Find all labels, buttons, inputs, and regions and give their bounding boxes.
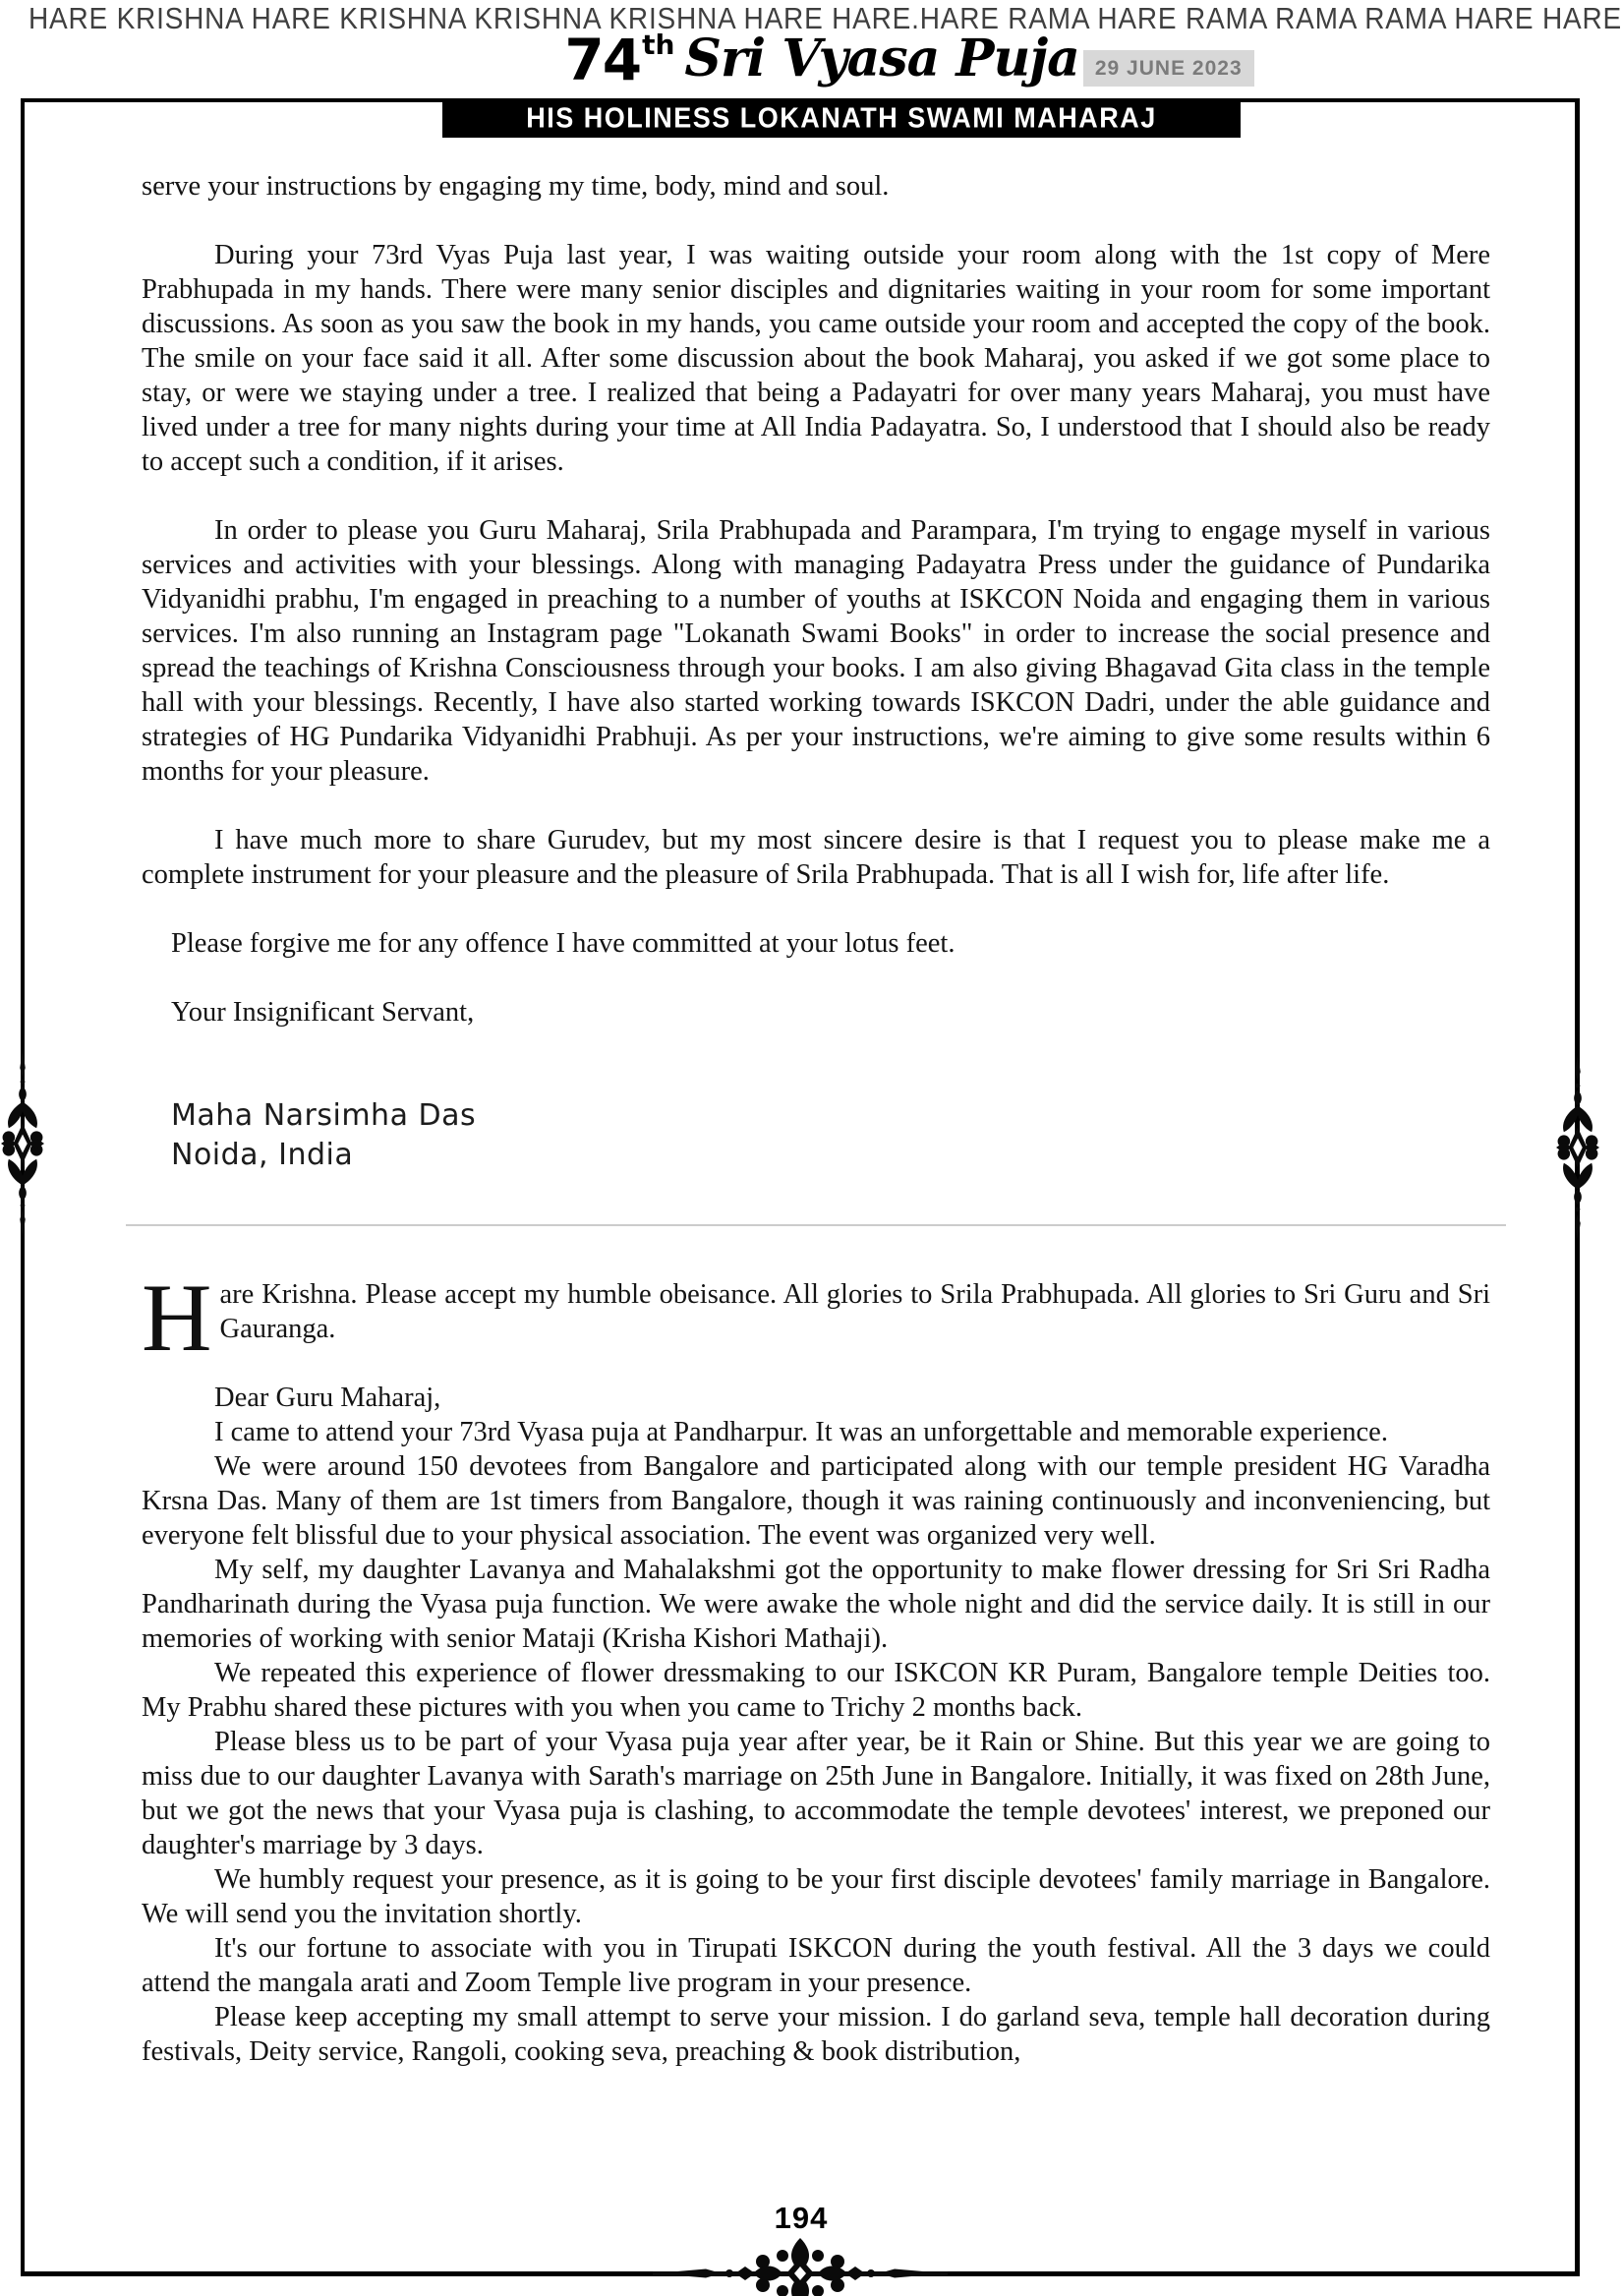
- letter2-opening: [142, 1265, 1490, 1372]
- letter2-paragraph: I came to attend your 73rd Vyasa puja at Pandharpur. It was an unforgettable and memorable experience.: [214, 1417, 1388, 1447]
- drop-cap: H: [142, 1265, 212, 1372]
- right-fleuron-ornament-icon: [1556, 1054, 1599, 1241]
- title-text: Sri Vyasa Puja: [684, 29, 1079, 88]
- letter2-paragraph: We were around 150 devotees from Bangalore and participated along with our temple president HG Varadha Krsna Das. Many of them are 1st timers from Bangalore, though it was raining continuously and inconveniencing, but everyone felt blissful due to your physical association. The event was organized very well.: [142, 1451, 1490, 1551]
- letter2-paragraph: We repeated this experience of flower dressmaking to our ISKCON KR Puram, Bangalore temple Deities too. My Prabhu shared these pictures with you when you came to Trichy 2 months back.: [142, 1658, 1490, 1723]
- title-number: 74: [564, 27, 641, 93]
- letter1-paragraph: In order to please you Guru Maharaj, Srila Prabhupada and Parampara, I'm trying to engage myself in various services and activities with your blessings. Along with managing Padayatra Press under the guidance of Pundarika Vidyanidhi prabhu, I'm engaged in preaching to a number of youths at ISKCON Noida and engaging them in various services. I'm also running an Instagram page "Lokanath Swami Books" in order to increase the social presence and spread the teachings of Krishna Consciousness through your books. I am also giving Bhagavad Gita class in the temple hall with your blessings. Recently, I have also started working towards ISKCON Dadri, under the able guidance and strategies of HG Pundarika Vidyanidhi Prabhuji. As per your instructions, we're aiming to give some results within 6 months for your pleasure.: [142, 515, 1490, 787]
- letter2-paragraph: My self, my daughter Lavanya and Mahalakshmi got the opportunity to make flower dressing for Sri Sri Radha Pandharinath during the Vyasa puja function. We were awake the whole night and did the service daily. It is still in our memories of working with senior Mataji (Krisha Kishori Mathaji).: [142, 1555, 1490, 1654]
- letter2-opening-text: are Krishna. Please accept my humble obeisance. All glories to Srila Prabhupada. All glories to Sri Guru and Sri Gauranga.: [219, 1279, 1490, 1344]
- letter2-paragraph: We humbly request your presence, as it is going to be your first disciple devotees' family marriage in Bangalore. We will send you the invitation shortly.: [142, 1864, 1490, 1929]
- signature-name: Maha Narsimha Das: [171, 1098, 477, 1133]
- letter2-paragraph: Please keep accepting my small attempt to serve your mission. I do garland seva, temple hall decoration during festivals, Deity service, Rangoli, cooking seva, preaching & book distribution,: [142, 2002, 1490, 2067]
- signature-place: Noida, India: [171, 1138, 354, 1172]
- letter2-paragraph: It's our fortune to associate with you in Tirupati ISKCON during the youth festival. All the 3 days we could attend the mangala arati and Zoom Temple live program in your presence.: [142, 1933, 1490, 1998]
- page-title: [98, 27, 1622, 93]
- letter1-continuation: serve your instructions by engaging my time, body, mind and soul.: [142, 171, 890, 202]
- bottom-divider-ornament-icon: [653, 2236, 948, 2296]
- left-fleuron-ornament-icon: [1, 1050, 44, 1237]
- mantra-left: HARE KRISHNA HARE KRISHNA KRISHNA KRISHNA HARE HARE.: [29, 2, 920, 35]
- title-ordinal: th: [642, 29, 675, 61]
- banner-text: HIS HOLINESS LOKANATH SWAMI MAHARAJ: [526, 101, 1157, 134]
- letter1-closing: Please forgive me for any offence I have committed at your lotus feet.: [171, 928, 956, 959]
- letter-divider: [126, 1224, 1506, 1226]
- letter1-paragraph: During your 73rd Vyas Puja last year, I was waiting outside your room along with the 1st copy of Mere Prabhupada in my hands. There were many senior disciples and dignitaries waiting in your room for some important discussions. As soon as you saw the book in my hands, you came outside your room and accepted the copy of the book. The smile on your face said it all. After some discussion about the book Maharaj, you asked if we got some place to stay, or were we staying under a tree. I realized that being a Padayatri for over many years Maharaj, you must have lived under a tree for many nights during your time at All India Padayatra. So, I understood that I should also be ready to accept such a condition, if it arises.: [142, 240, 1490, 477]
- date-badge: 29 JUNE 2023: [1083, 50, 1254, 87]
- guru-name-banner: [442, 98, 1241, 138]
- letter1-signature: [171, 1096, 1490, 1175]
- letters-content: [142, 169, 1490, 2069]
- letter1-paragraph: I have much more to share Gurudev, but my most sincere desire is that I request you to please make me a complete instrument for your pleasure and the pleasure of Srila Prabhupada. That is all I wish for, life after life.: [142, 825, 1490, 890]
- letter1-valediction: Your Insignificant Servant,: [171, 997, 475, 1028]
- letter2-paragraph: Please bless us to be part of your Vyasa puja year after year, be it Rain or Shine. But this year we are going to miss due to our daughter Lavanya with Sarath's marriage on 25th June in Bangalore. Initially, it was fixed on 28th June, but we got the news that your Vyasa puja is clashing, to accommodate the temple devotees' interest, we preponed our daughter's marriage by 3 days.: [142, 1727, 1490, 1860]
- page-number: 194: [774, 2201, 829, 2235]
- letter2-salutation: Dear Guru Maharaj,: [214, 1383, 441, 1413]
- mantra-right: HARE RAMA HARE RAMA RAMA RAMA HARE HARE: [919, 2, 1622, 35]
